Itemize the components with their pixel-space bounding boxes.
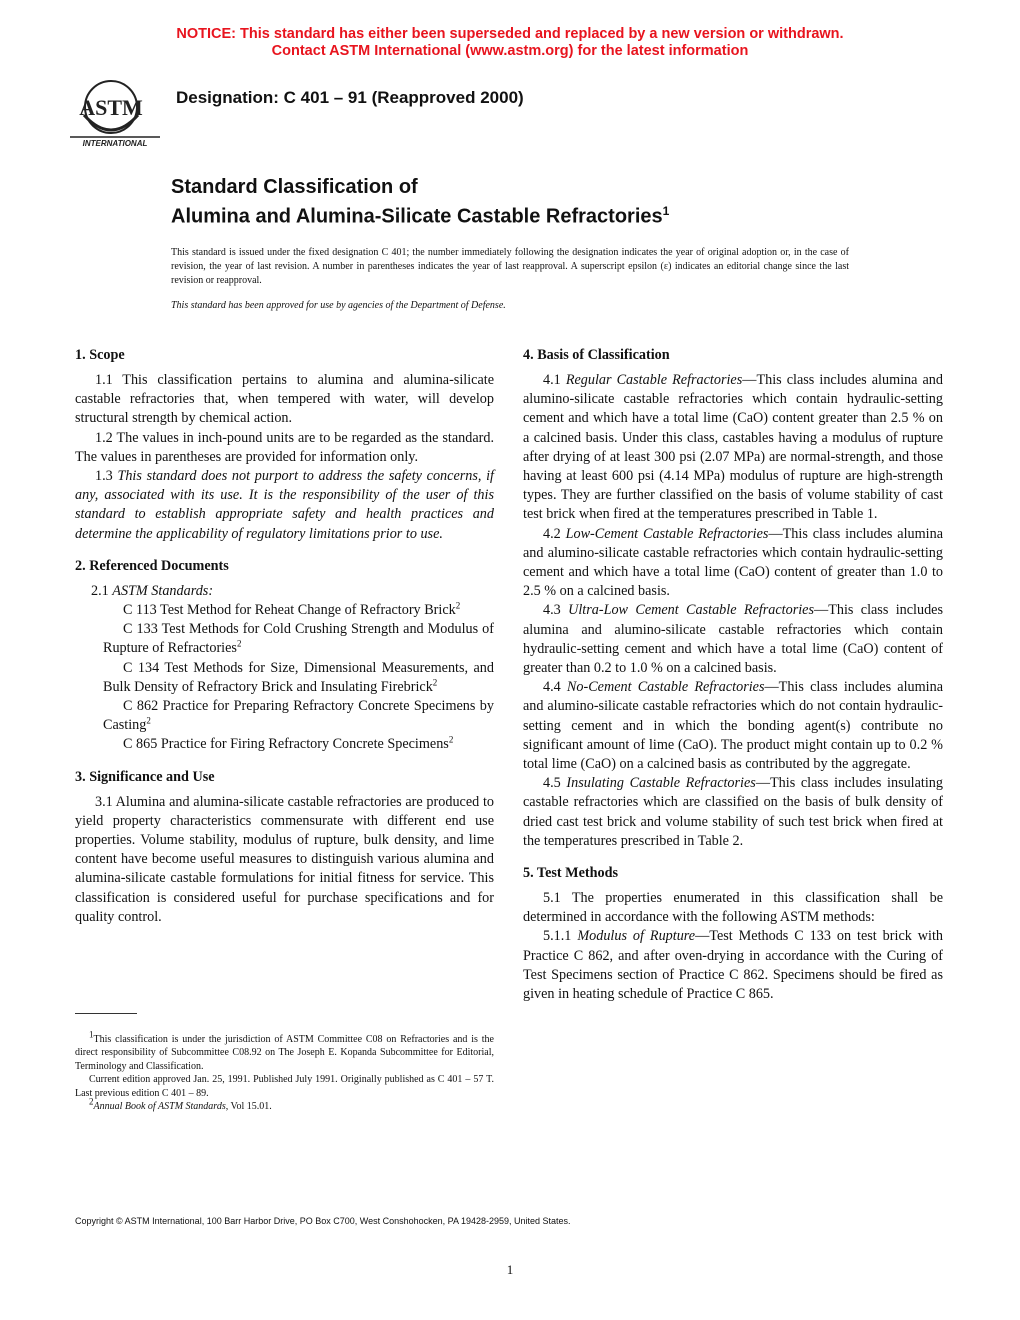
left-column	[75, 346, 494, 940]
astm-standards-label: 2.1 ASTM Standards:	[91, 582, 214, 599]
title-line-2: Alumina and Alumina-Silicate Castable Refractories	[171, 205, 663, 228]
notice-line-1: NOTICE: This standard has either been superseded and replaced by a new version or withdrawn.	[176, 26, 844, 42]
basis-item: 4.5 Insulating Castable Refractories—This class includes insulating castable refractories which are classified on the basis of bulk density of dried cast test brick and volume stability of such test brick when fired at the temperatures prescribed in Table 2.	[523, 775, 943, 849]
footnote-1: $^1$This classification is under the jurisdiction of ASTM Committee C08 on Refractories and is the direct responsibility of Subcommittee C08.92 on The Joseph E. Kopanda Subcommittee for Editorial, Terminology and Classification.	[75, 1029, 494, 1072]
scope-1-3: 1.3 This standard does not purport to address the safety concerns, if any, associated with its use. It is the responsibility of the user of this standard to establish appropriate safety and health practices and determine the applicability of regulatory limitations prior to use.	[75, 468, 495, 542]
copyright-line: Copyright © ASTM International, 100 Barr Harbor Drive, PO Box C700, West Conshohocken, PA 19428-2959, United States.	[75, 1216, 571, 1226]
page-number: 1	[506, 1262, 514, 1277]
right-column	[523, 346, 943, 1017]
basis-heading: 4. Basis of Classification	[523, 347, 670, 363]
reference-item: C 865 Practice for Firing Refractory Concrete Specimens$^2$	[123, 734, 454, 753]
footnote-1-continued: Current edition approved Jan. 25, 1991. Published July 1991. Originally published as C 401 – 57 T. Last previous edition C 401 – 89.	[75, 1074, 494, 1099]
methods-5-1: 5.1 The properties enumerated in this classification shall be determined in accordance with the following ASTM methods:	[523, 890, 943, 926]
basis-item: 4.3 Ultra-Low Cement Castable Refractories—This class includes alumina and alumino-silicate castable refractories which contain hydraulic-setting cement and which have a total lime (CaO) content of greater than 0.2 to 1.0 % on a calcined basis.	[523, 602, 943, 677]
basis-item: 4.2 Low-Cement Castable Refractories—This class includes alumina and alumino-silicate castable refractories which contain hydraulic-setting cement and which have a total lime (CaO) content of greater than 1.0 to 2.5 % on a calcined basis.	[523, 525, 944, 600]
basis-item: 4.4 No-Cement Castable Refractories—This class includes alumina and alumino-silicate castable refractories which do not contain hydraulic-setting cement and in which the bonding agent(s) contribute no significant amount of lime (CaO). The product might contain up to 0.2 % total lime (CaO) on a calcined basis as contributed by the aggregate.	[523, 679, 943, 773]
significance-3-1: 3.1 Alumina and alumina-silicate castable refractories are produced to yield property characteristics commensurate with different end use properties. Volume stability, modulus of rupture, bulk density, and lime content have become useful measures to distinguish various alumina and alumina-silicate castable formulations for initial fitness for service. This classification is considered useful for purchase specifications and for quality control.	[75, 793, 494, 925]
scope-1-2: 1.2 The values in inch-pound units are to be regarded as the standard. The values in parentheses are provided for information only.	[75, 429, 494, 465]
reference-item: C 134 Test Methods for Size, Dimensional Measurements, and Bulk Density of Refractory Brick and Insulating Firebrick$^2$	[103, 659, 494, 695]
footnote-2: $^2$Annual Book of ASTM Standards, Vol 15.01.	[89, 1096, 272, 1113]
scope-heading: 1. Scope	[75, 347, 125, 363]
references-heading: 2. Referenced Documents	[75, 557, 229, 574]
section-significance	[75, 768, 494, 927]
title-line-1: Standard Classification of	[171, 176, 418, 198]
logo-subtext: INTERNATIONAL	[82, 139, 148, 148]
designation: Designation: C 401 – 91 (Reapproved 2000)	[176, 88, 524, 107]
withdrawal-notice	[0, 26, 1020, 60]
issuance-statement: This standard is issued under the fixed designation C 401; the number immediately following the designation indicates the year of original adoption or, in the case of revision, the year of last revision. A number in parentheses indicates the year of last reapproval. A superscript epsilon (ε) indicates an editorial change since the last revision or reapproval.	[171, 247, 849, 286]
title-footnote-mark: 1	[662, 204, 670, 218]
footnote-rule	[75, 1013, 137, 1014]
reference-item: C 862 Practice for Preparing Refractory Concrete Specimens by Casting$^2$	[103, 698, 494, 734]
logo-text: ASTM	[79, 95, 143, 120]
astm-logo	[66, 75, 162, 151]
footnotes	[75, 1029, 494, 1113]
basis-item: 4.1 Regular Castable Refractories—This class includes alumina and alumino-silicate castable refractories which contain hydraulic-setting cement and which have a total lime (CaO) content greater than 2.5 % on a calcined basis. Under this class, castables having a modulus of rupture after drying of at least 300 psi (2.07 MPa) are normal-strength, and those having at least 600 psi (4.14 MPa) modulus of rupture are high-strength types. They are further classified on the basis of volume stability of cast test brick when fired at the temperatures prescribed in Table 1.	[523, 372, 943, 523]
section-basis	[523, 346, 943, 851]
section-test-methods	[523, 864, 943, 1004]
scope-1-1: 1.1 This classification pertains to alumina and alumina-silicate castable refractories that, when tempered with water, will develop structural strength by chemical action.	[75, 372, 494, 427]
section-scope	[75, 346, 494, 544]
methods-5-1-1: 5.1.1 Modulus of Rupture—Test Methods C 133 on test brick with Practice C 862, and after oven-drying in accordance with the Curing of Test Specimens section of Practice C 862. Specimens should be fired as given in heating schedule of Practice C 865.	[523, 928, 943, 1003]
dod-approval-note: This standard has been approved for use by agencies of the Department of Defense.	[171, 300, 506, 311]
section-referenced-documents	[75, 557, 494, 755]
significance-heading: 3. Significance and Use	[75, 768, 215, 785]
reference-item: C 113 Test Method for Reheat Change of Refractory Brick$^2$	[123, 600, 461, 619]
document-title	[171, 175, 669, 229]
methods-heading: 5. Test Methods	[523, 865, 618, 882]
notice-line-2: Contact ASTM International (www.astm.org) for the latest information	[271, 43, 749, 59]
reference-item: C 133 Test Methods for Cold Crushing Strength and Modulus of Rupture of Refractories$^2$	[103, 621, 494, 657]
